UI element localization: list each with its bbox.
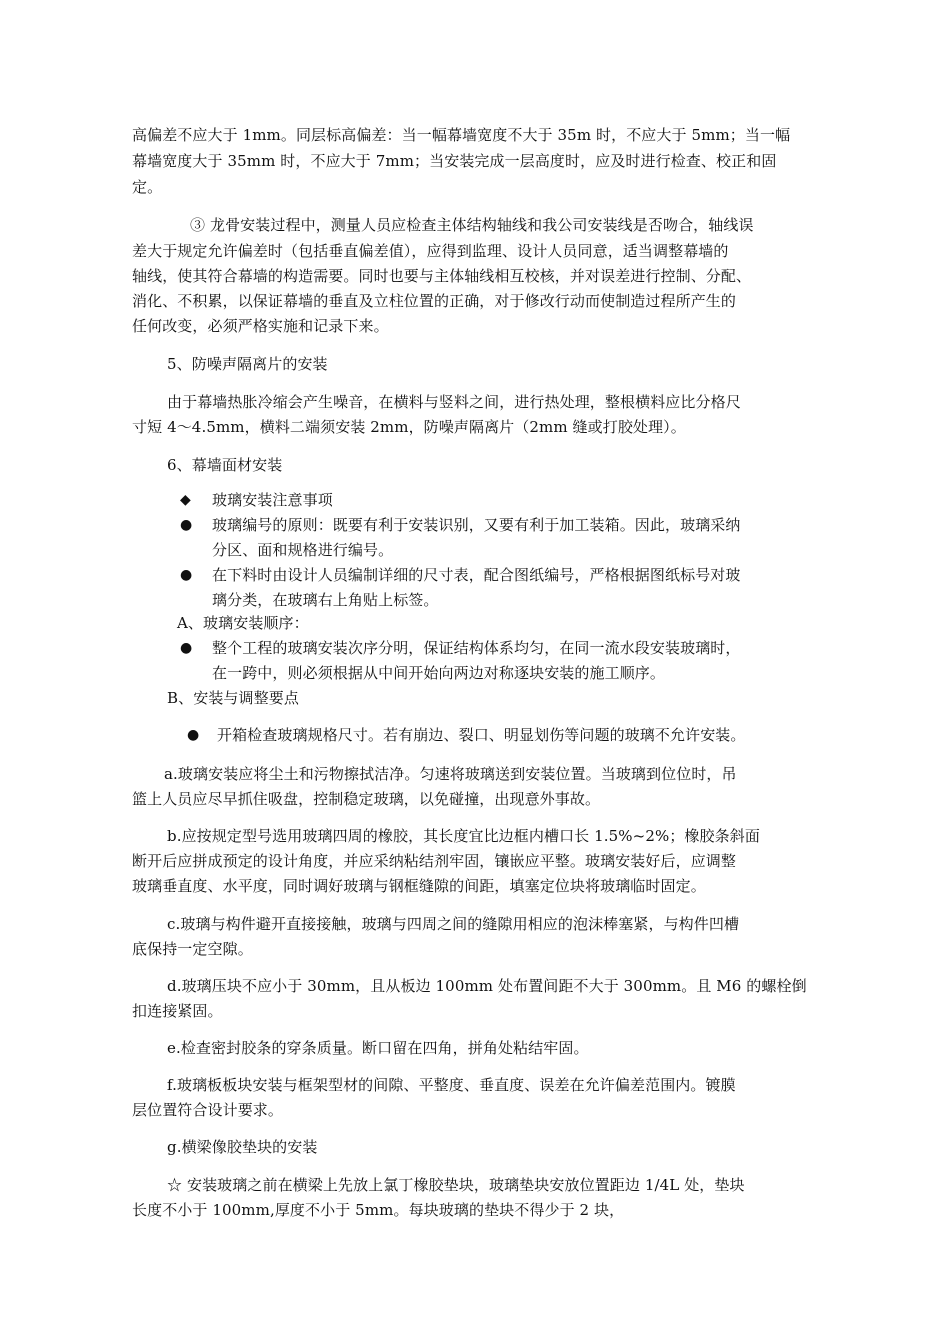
section-heading: 5、防噪声隔离片的安装	[167, 355, 328, 373]
text-line: e.检查密封胶条的穿条质量。断口留在四角，拼角处粘结牢固。	[167, 1039, 589, 1057]
text-line: 断开后应拼成预定的设计角度，并应采纳粘结剂牢固，镶嵌应平整。玻璃安装好后，应调整	[132, 852, 737, 870]
dot-bullet-icon: ●	[180, 567, 193, 583]
list-item: 开箱检查玻璃规格尺寸。若有崩边、裂口、明显划伤等问题的玻璃不允许安装。	[217, 726, 746, 744]
text-line: 差大于规定允许偏差时（包括垂直偏差值），应得到监理、设计人员同意，适当调整幕墙的	[132, 242, 729, 260]
text-line: 层位置符合设计要求。	[132, 1101, 284, 1119]
text-line: 玻璃垂直度、水平度，同时调好玻璃与钢框缝隙的间距，填塞定位块将玻璃临时固定。	[132, 877, 706, 895]
subsection-heading: B、安装与调整要点	[167, 689, 299, 707]
text-line: 篮上人员应尽早抓住吸盘，控制稳定玻璃，以免碰撞，出现意外事故。	[132, 790, 601, 808]
list-item-continuation: 璃分类，在玻璃右上角贴上标签。	[212, 591, 439, 609]
list-item: 在下料时由设计人员编制详细的尺寸表，配合图纸编号，严格根据图纸标号对玻	[212, 566, 741, 584]
text-line: 幕墙宽度大于 35mm 时，不应大于 7mm；当安装完成一层高度时，应及时进行检查、校正和固	[132, 152, 777, 170]
text-line: 寸短 4～4.5mm，横料二端须安装 2mm，防噪声隔离片（2mm 缝或打胶处理）。	[132, 418, 686, 436]
text-line: f.玻璃板板块安装与框架型材的间隙、平整度、垂直度、误差在允许偏差范围内。镀膜	[167, 1076, 736, 1094]
subsection-heading: A、玻璃安装顺序：	[177, 614, 309, 632]
text-line: 轴线，使其符合幕墙的构造需要。同时也要与主体轴线相互校核，并对误差进行控制、分配、	[132, 267, 752, 285]
text-line: b.应按规定型号选用玻璃四周的橡胶，其长度宜比边框内槽口长 1.5%~2%；橡胶条斜面	[167, 827, 760, 845]
text-line: 扣连接紧固。	[132, 1002, 223, 1020]
text-line: 由于幕墙热胀冷缩会产生噪音，在横料与竖料之间，进行热处理，整根横料应比分格尺	[167, 393, 741, 411]
list-item: 玻璃编号的原则：既要有利于安装识别，又要有利于加工装箱。因此，玻璃采纳	[212, 516, 741, 534]
text-line: 长度不小于 100mm,厚度不小于 5mm。每块玻璃的垫块不得少于 2 块，	[132, 1201, 625, 1219]
text-line: ☆ 安装玻璃之前在横梁上先放上氯丁橡胶垫块，玻璃垫块安放位置距边 1/4L 处，垫块	[167, 1176, 745, 1194]
section-heading: 6、幕墙面材安装	[167, 456, 283, 474]
list-item: 整个工程的玻璃安装次序分明，保证结构体系均匀，在同一流水段安装玻璃时，	[212, 639, 741, 657]
diamond-bullet-icon: ◆	[180, 492, 191, 508]
dot-bullet-icon: ●	[187, 727, 200, 743]
dot-bullet-icon: ●	[180, 640, 193, 656]
list-item: 玻璃安装注意事项	[212, 491, 333, 509]
dot-bullet-icon: ●	[180, 517, 193, 533]
text-line: 定。	[132, 178, 163, 196]
list-item-continuation: 分区、面和规格进行编号。	[212, 541, 394, 559]
text-line: a.玻璃安装应将尘土和污物擦拭洁净。匀速将玻璃送到安装位置。当玻璃到位位时，吊	[164, 765, 737, 783]
text-line: 底保持一定空隙。	[132, 940, 253, 958]
text-line: ③ 龙骨安装过程中，测量人员应检查主体结构轴线和我公司安装线是否吻合，轴线误	[190, 216, 754, 234]
list-item-continuation: 在一跨中，则必须根据从中间开始向两边对称逐块安装的施工顺序。	[212, 664, 666, 682]
text-line: c.玻璃与构件避开直接接触，玻璃与四周之间的缝隙用相应的泡沫棒塞紧，与构件凹槽	[167, 915, 740, 933]
text-line: d.玻璃压块不应小于 30mm，且从板边 100mm 处布置间距不大于 300mm。且 M6 的螺栓倒	[167, 977, 807, 995]
text-line: g.横梁像胶垫块的安装	[167, 1138, 318, 1156]
text-line: 任何改变，必须严格实施和记录下来。	[132, 317, 389, 335]
text-line: 消化、不积累，以保证幕墙的垂直及立柱位置的正确，对于修改行动而使制造过程所产生的	[132, 292, 737, 310]
text-line: 高偏差不应大于 1mm。同层标高偏差：当一幅幕墙宽度不大于 35m 时，不应大于 5mm；当一幅	[132, 126, 791, 144]
